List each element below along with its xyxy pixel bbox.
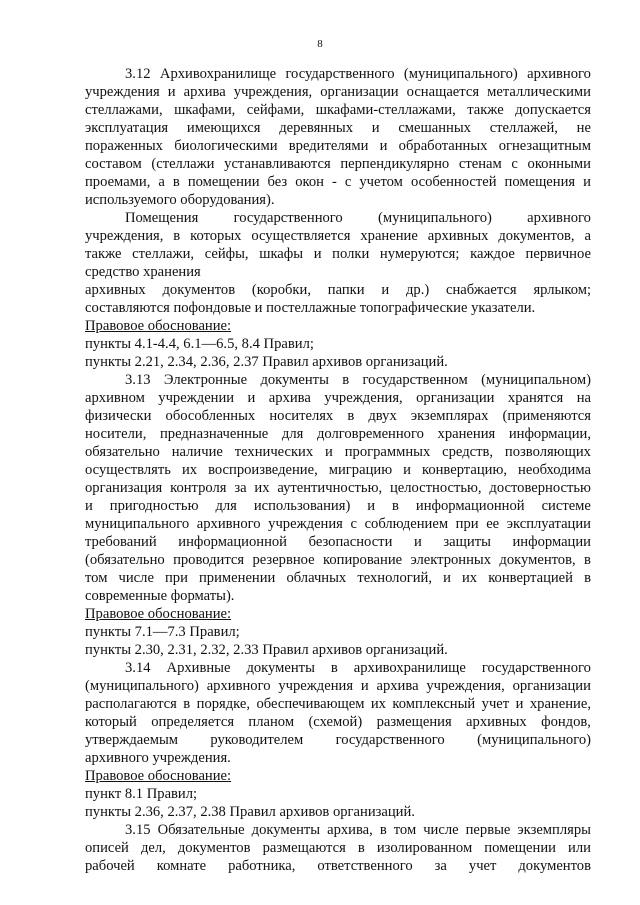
paragraph-line: 3.15 Обязательные документы архива, в том числе первые экземпляры (125, 822, 591, 838)
legal-basis-heading: Правовое обоснование: (85, 606, 232, 622)
paragraph-line: стеллажами, шкафами, сейфами, шкафами-стеллажами, также допускается (85, 102, 591, 118)
legal-basis-item: пункты 2.36, 2.37, 2.38 Правил архивов организаций. (85, 804, 415, 820)
paragraph-line: учреждения, в которых осуществляется хранение архивных документов, а (85, 228, 591, 244)
paragraph-line: учреждения и архива учреждения, организации оснащается металлическими (85, 84, 591, 100)
legal-basis-item: пункты 2.21, 2.34, 2.36, 2.37 Правил архивов организаций. (85, 354, 448, 370)
paragraph-line: архивного учреждения. (85, 750, 231, 766)
paragraph-line: Помещения государственного (муниципального) архивного (125, 210, 591, 226)
paragraph-line: который определяется планом (схемой) размещения архивных фондов, (85, 714, 591, 730)
legal-basis-item: пункт 8.1 Правил; (85, 786, 198, 802)
paragraph-line: располагаются в порядке, обеспечивающем их комплексный учет и хранение, (85, 696, 591, 712)
paragraph-line: и пригодностью для использования) и в информационной системе (85, 498, 591, 514)
paragraph-line: (обязательно проводится резервное копирование электронных документов, в (85, 552, 591, 568)
paragraph-line: описей дел, документов размещаются в изолированном помещении или (85, 840, 591, 856)
legal-basis-item: пункты 4.1-4.4, 6.1—6.5, 8.4 Правил; (85, 336, 314, 352)
paragraph-line: носители, предназначенные для долговременного хранения информации, (85, 426, 591, 442)
paragraph-line: проемами, а в помещении без окон - с учетом особенностей помещения и (85, 174, 591, 190)
paragraph-line: используемого оборудования). (85, 192, 275, 208)
legal-basis-item: пункты 2.30, 2.31, 2.32, 2.33 Правил архивов организаций. (85, 642, 448, 658)
legal-basis-heading: Правовое обоснование: (85, 768, 232, 784)
paragraph-line: муниципального архивного учреждения с соблюдением при ее эксплуатации (85, 516, 591, 532)
paragraph-line: архивном учреждении и архива учреждения, организации хранятся на (85, 390, 591, 406)
paragraph-line: пораженных биологическими вредителями и обработанных огнезащитным (85, 138, 591, 154)
legal-basis-item: пункты 7.1—7.3 Правил; (85, 624, 240, 640)
paragraph-line: составляются пофондовые и постеллажные топографические указатели. (85, 300, 536, 316)
paragraph-line: физически обособленных носителях в двух экземплярах (применяются (85, 408, 591, 424)
paragraph-line: 3.12 Архивохранилище государственного (муниципального) архивного (125, 66, 591, 82)
paragraph-line: также стеллажи, сейфы, шкафы и полки нумеруются; каждое первичное (85, 246, 591, 262)
paragraph-line: эксплуатация имеющихся деревянных и смешанных стеллажей, не (85, 120, 591, 136)
paragraph-line: архивных документов (коробки, папки и др.) снабжается ярлыком; (85, 282, 591, 298)
paragraph-line: осуществлять их воспроизведение, миграцию и конвертацию, необходима (85, 462, 591, 478)
paragraph-line: средство хранения (85, 264, 201, 280)
page-number: 8 (317, 38, 323, 50)
paragraph-line: составом (стеллажи устанавливаются перпендикулярно стенам с оконными (85, 156, 591, 172)
paragraph-line: требований информационной безопасности и защиты информации (85, 534, 591, 550)
paragraph-line: том числе при применении облачных технологий, и их конвертацией в (85, 570, 591, 586)
paragraph-line: (муниципального) архивного учреждения и архива учреждения, организации (85, 678, 591, 694)
paragraph-line: 3.14 Архивные документы в архивохранилище государственного (125, 660, 591, 676)
legal-basis-heading: Правовое обоснование: (85, 318, 232, 334)
paragraph-line: 3.13 Электронные документы в государственном (муниципальном) (125, 372, 591, 388)
paragraph-line: организация контроля за их аутентичностью, целостностью, достоверностью (85, 480, 591, 496)
paragraph-line: обязательно наличие технических и программных средств, позволяющих (85, 444, 591, 460)
paragraph-line: современные форматы). (85, 588, 235, 604)
document-body (85, 65, 591, 875)
paragraph-line: утверждаемым руководителем государственного (муниципального) (85, 732, 591, 748)
paragraph-line: рабочей комнате работника, ответственного за учет документов (85, 858, 591, 874)
